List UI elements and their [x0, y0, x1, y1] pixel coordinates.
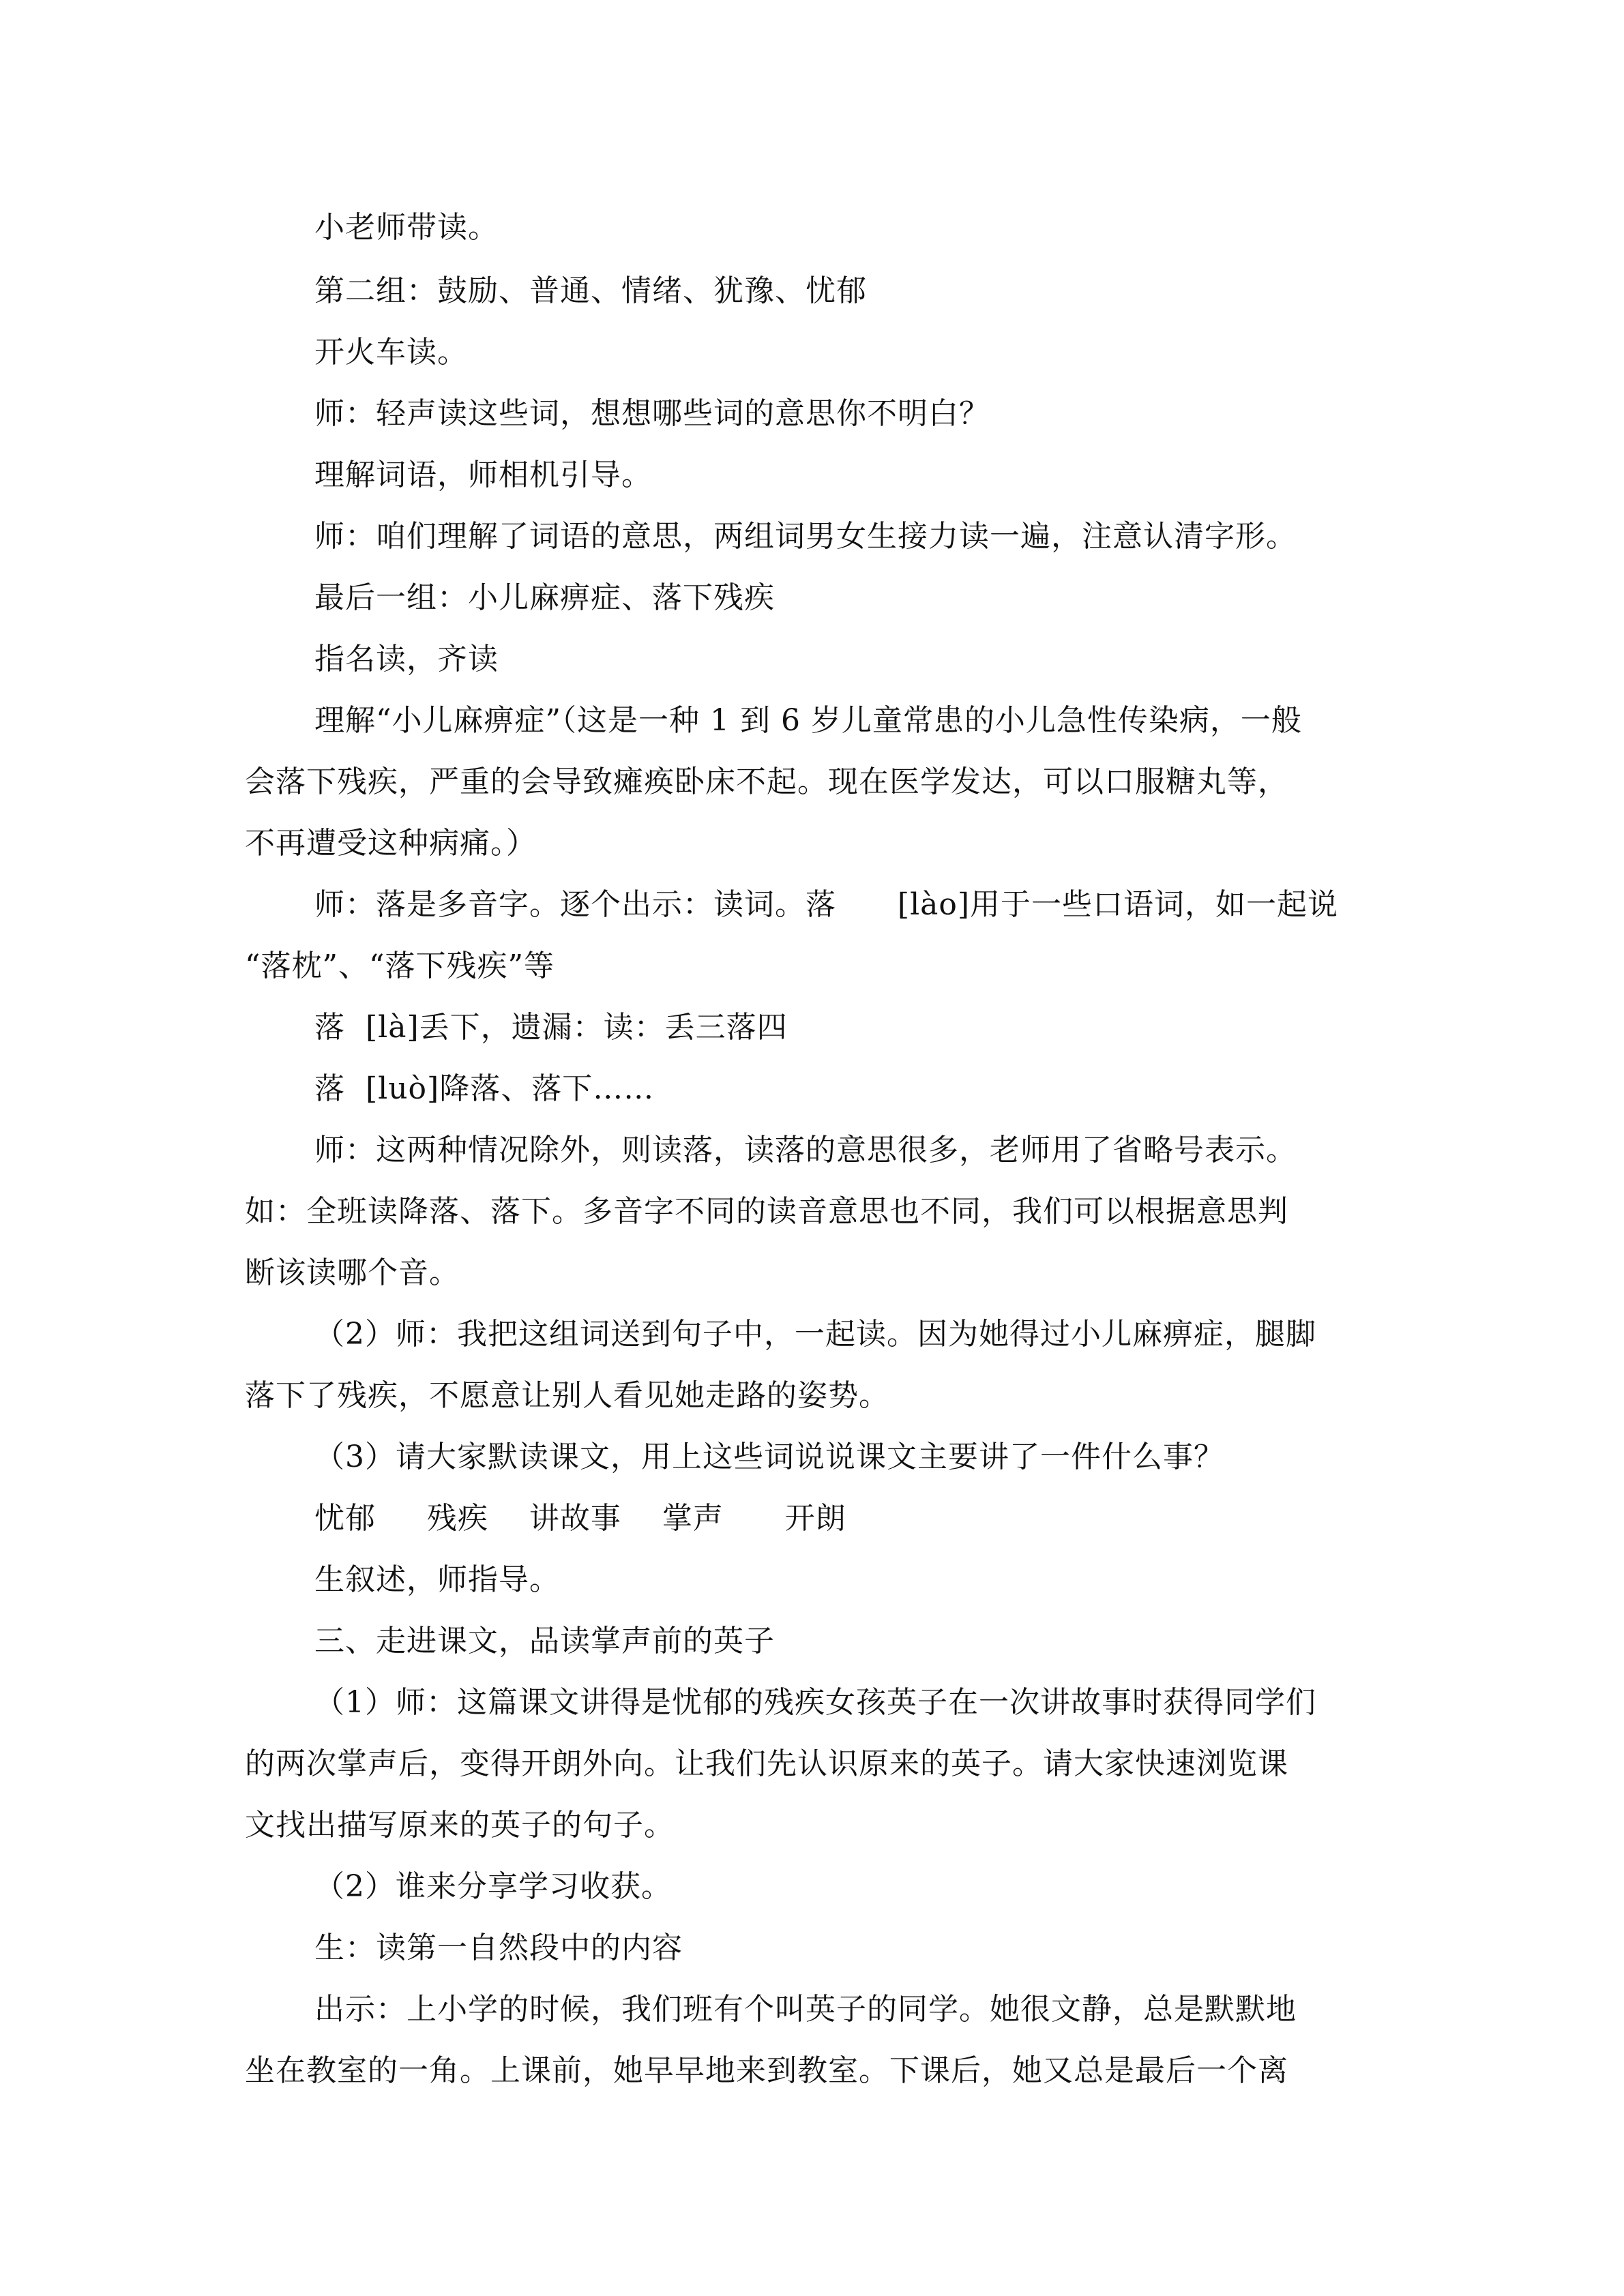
text-line: 开火车读。 — [314, 335, 468, 370]
text-line: 三、走进课文，品读掌声前的英子 — [314, 1624, 775, 1658]
text-line: 师：咱们理解了词语的意思，两组词男女生接力读一遍，注意认清字形。 — [314, 519, 1297, 554]
text-line: （3）请大家默读课文，用上这些词说说课文主要讲了一件什么事？ — [314, 1440, 1224, 1474]
text-line: 师：这两种情况除外，则读落，读落的意思很多，老师用了省略号表示。 — [314, 1133, 1297, 1167]
text-line: 生叙述，师指导。 — [314, 1562, 560, 1597]
text-line: 断该读哪个音。 — [245, 1255, 460, 1290]
text-line: 理解“小儿麻痹症”（这是一种 1 到 6 岁儿童常患的小儿急性传染病，一般 — [314, 703, 1302, 738]
text-line: 最后一组：小儿麻痹症、落下残疾 — [314, 580, 775, 615]
text-line: 坐在教室的一角。上课前，她早早地来到教室。下课后，她又总是最后一个离 — [245, 2053, 1288, 2088]
text-line: 指名读，齐读 — [314, 642, 499, 676]
text-line: 生：读第一自然段中的内容 — [314, 1930, 683, 1965]
text-line: 落 [luò]降落、落下…… — [314, 1071, 655, 1106]
text-line: 师：轻声读这些词，想想哪些词的意思你不明白？ — [314, 396, 990, 431]
text-line: 师：落是多音字。逐个出示：读词。落 [lào]用于一些口语词，如一起说 — [314, 887, 1339, 922]
text-line: 落下了残疾，不愿意让别人看见她走路的姿势。 — [245, 1378, 889, 1413]
text-line: 小老师带读。 — [314, 210, 499, 245]
text-line: 理解词语，师相机引导。 — [314, 458, 652, 492]
text-line: 如：全班读降落、落下。多音字不同的读音意思也不同，我们可以根据意思判 — [245, 1194, 1288, 1229]
text-line: （1）师：这篇课文讲得是忧郁的残疾女孩英子在一次讲故事时获得同学们 — [314, 1685, 1316, 1720]
text-line: 第二组：鼓励、普通、情绪、犹豫、忧郁 — [314, 273, 867, 308]
text-line: “落枕”、“落下残疾”等 — [245, 949, 555, 983]
text-line: 文找出描写原来的英子的句子。 — [245, 1808, 675, 1843]
text-line: 不再遭受这种病痛。） — [245, 826, 537, 861]
text-line: 的两次掌声后，变得开朗外向。让我们先认识原来的英子。请大家快速浏览课 — [245, 1746, 1288, 1781]
text-line: 忧郁 残疾 讲故事 掌声 开朗 — [314, 1501, 846, 1536]
text-line: 会落下残疾，严重的会导致瘫痪卧床不起。现在医学发达，可以口服糖丸等， — [245, 764, 1288, 799]
text-line: （2）师：我把这组词送到句子中，一起读。因为她得过小儿麻痹症，腿脚 — [314, 1317, 1316, 1352]
text-line: 落 [là]丢下，遗漏：读：丢三落四 — [314, 1010, 788, 1045]
text-line: （2）谁来分享学习收获。 — [314, 1869, 672, 1904]
text-line: 出示：上小学的时候，我们班有个叫英子的同学。她很文静，总是默默地 — [314, 1992, 1297, 2027]
